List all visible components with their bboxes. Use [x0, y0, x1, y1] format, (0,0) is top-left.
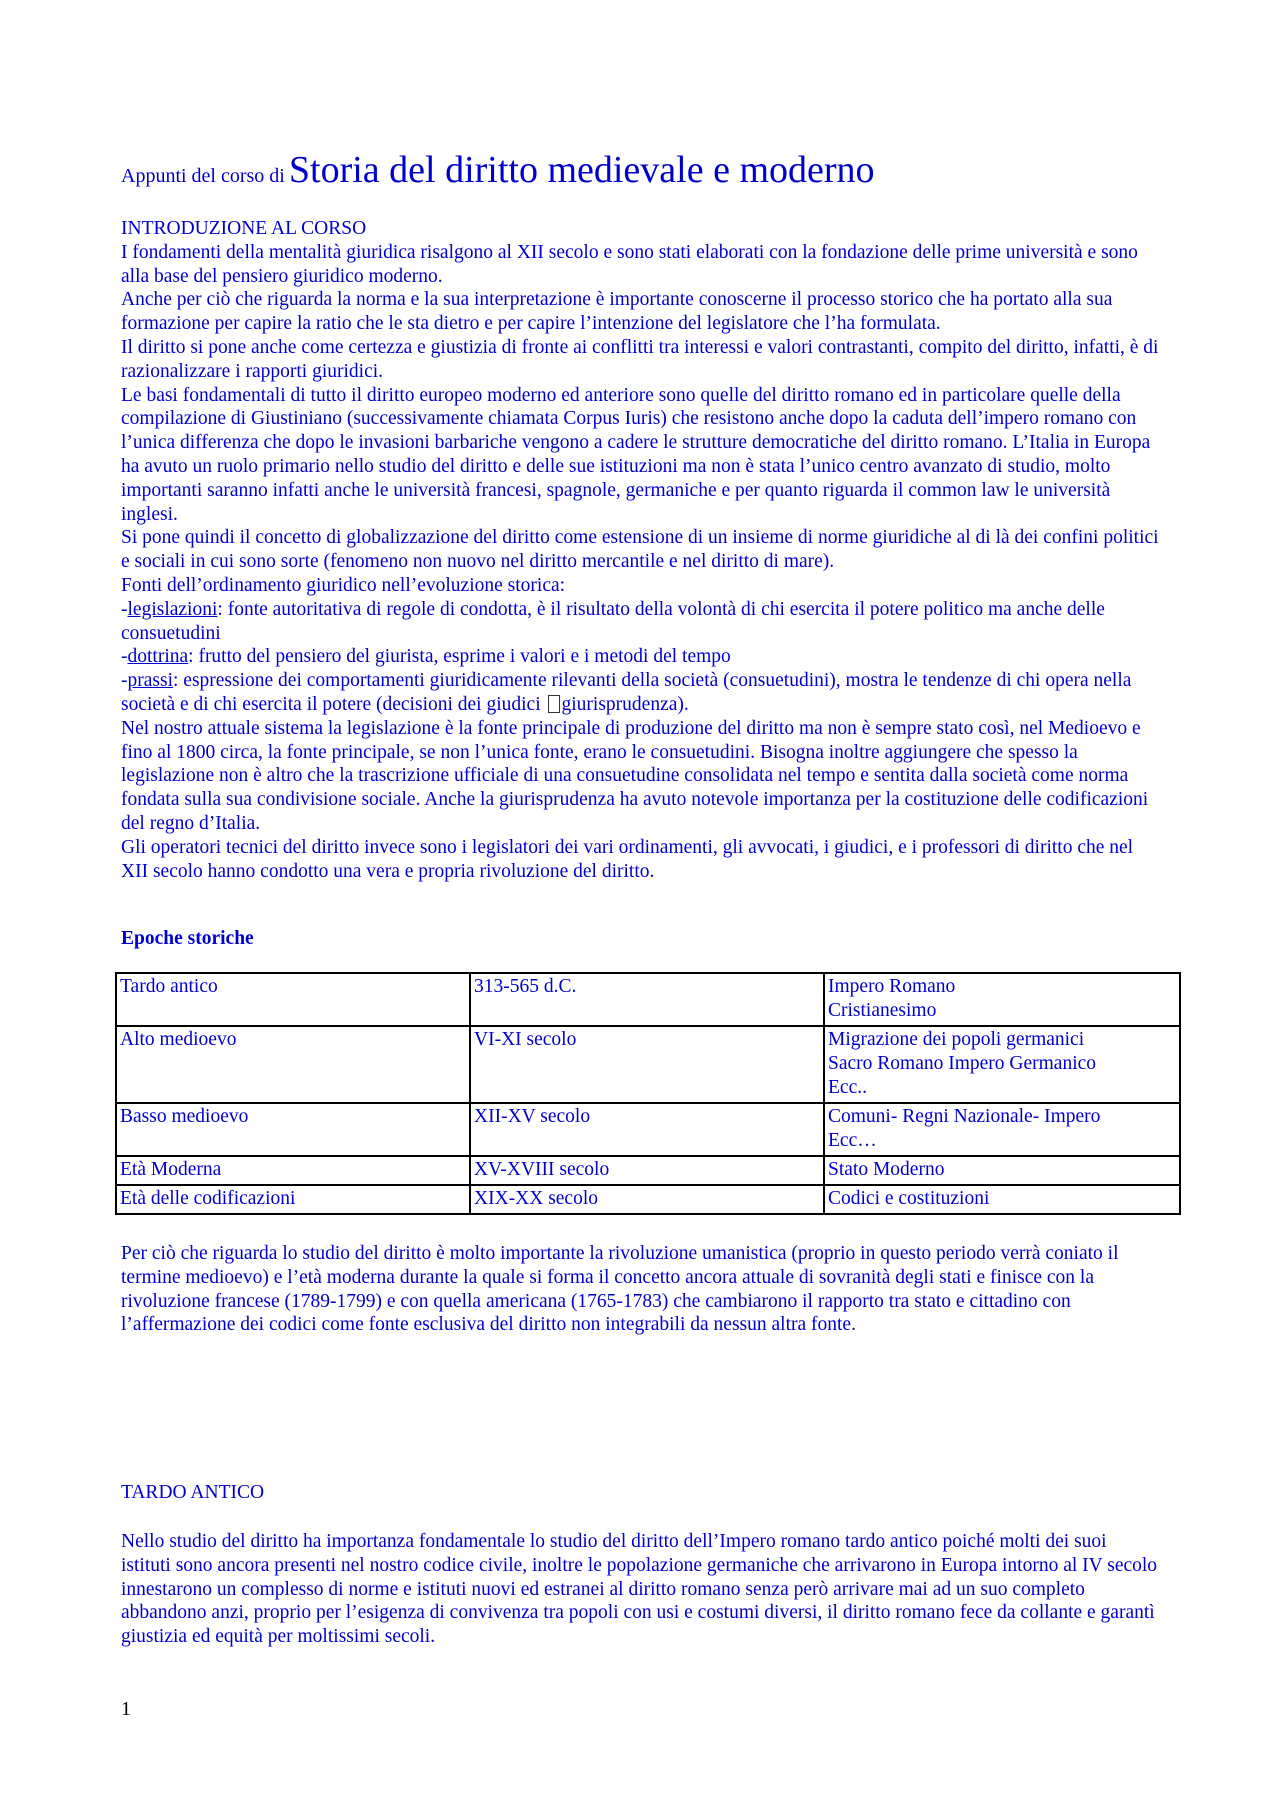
title-prefix: Appunti del corso di: [121, 165, 285, 187]
source-dash: -: [121, 598, 128, 620]
cell-features: [824, 1103, 1180, 1156]
cell-period: Basso medioevo: [116, 1103, 470, 1156]
source-text-dottrina: : frutto del pensiero del giurista, esprime i valori e i metodi del tempo: [188, 646, 731, 668]
feature-line: Sacro Romano Impero Germanico: [828, 1053, 1097, 1074]
intro-heading: INTRODUZIONE AL CORSO: [121, 218, 367, 239]
feature-line: Ecc..: [828, 1077, 867, 1098]
table-row: [116, 1103, 1180, 1156]
cell-features: [824, 1185, 1180, 1214]
cell-period: Alto medioevo: [116, 1026, 470, 1103]
table-row: [116, 1156, 1180, 1185]
intro-paragraph-2: Anche per ciò che riguarda la norma e la sua interpretazione è importante conoscerne il processo storico che ha portato alla sua formazione per capire la ratio che le sta dietro e per capire l’intenzione del legislatore che l’ha formulata.: [121, 289, 1113, 335]
tardo-antico-section: [121, 1530, 1161, 1649]
source-term-prassi: prassi: [127, 670, 173, 692]
cell-dates: VI-XI secolo: [470, 1026, 824, 1103]
document-title: [121, 148, 875, 192]
feature-line: Codici e costituzioni: [828, 1188, 990, 1209]
cell-dates: XV-XVIII secolo: [470, 1156, 824, 1185]
source-dash: -: [121, 670, 128, 692]
feature-line: Comuni- Regni Nazionale- Impero: [828, 1106, 1101, 1127]
cell-dates: 313-565 d.C.: [470, 973, 824, 1026]
table-row: [116, 1185, 1180, 1214]
intro-paragraph-3: Il diritto si pone anche come certezza e giustizia di fronte ai conflitti tra interessi e valori contrastanti, compito del diritto, infatti, è di razionalizzare i rapporti giuridici.: [121, 336, 1159, 382]
cell-features: [824, 1026, 1180, 1103]
intro-paragraph-7: Nel nostro attuale sistema la legislazione è la fonte principale di produzione del diritto ma non è sempre stato così, nel Medioevo e fino al 1800 circa, la fonte principale, se non l’unica fonte, erano le consuetudini. Bisogna inoltre aggiungere che spesso la legislazione non è altro che la trascrizione ufficiale di una consuetudine consolidata nel tempo e sentita dalla società come norma fondata sulla sua condivisione sociale. Anche la giurisprudenza ha avuto notevole importanza per la costituzione delle codificazioni del regno d’Italia.: [121, 717, 1149, 834]
tardo-antico-heading: TARDO ANTICO: [121, 1482, 265, 1503]
source-prassi: [121, 669, 1161, 717]
feature-line: Migrazione dei popoli germanici: [828, 1029, 1085, 1050]
epochs-table: [115, 972, 1181, 1215]
intro-section: [121, 217, 1161, 883]
table-row: [116, 1026, 1180, 1103]
cell-dates: XII-XV secolo: [470, 1103, 824, 1156]
intro-paragraph-8: Gli operatori tecnici del diritto invece sono i legislatori dei vari ordinamenti, gli avvocati, i giudici, e i professori di diritto che nel XII secolo hanno condotto una vera e propria rivoluzione del diritto.: [121, 836, 1134, 882]
table-row: [116, 973, 1180, 1026]
cell-period: Tardo antico: [116, 973, 470, 1026]
after-table-paragraph: Per ciò che riguarda lo studio del diritto è molto importante la rivoluzione umanistica (proprio in questo periodo verrà coniato il termine medioevo) e l’età moderna durante la quale si forma il concetto ancora attuale di sovranità degli stati e finisce con la rivoluzione francese (1789-1799) e con quella americana (1765-1783) che cambiarono il rapporto tra stato e cittadino con l’affermazione dei codici come fonte esclusiva del diritto non integrabili da nessun altra fonte.: [121, 1243, 1119, 1336]
source-text-legislazioni: : fonte autoritativa di regole di condotta, è il risultato della volontà di chi esercita il potere politico ma anche delle consuetudini: [121, 598, 1105, 644]
cell-features: [824, 973, 1180, 1026]
feature-line: Cristianesimo: [828, 1000, 937, 1021]
source-term-dottrina: dottrina: [127, 646, 189, 668]
source-legislazioni: [121, 598, 1161, 646]
intro-paragraph-4: Le basi fondamentali di tutto il diritto europeo moderno ed anteriore sono quelle del diritto romano ed in particolare quelle della compilazione di Giustiniano (successivamente chiamata Corpus Iuris) che resistono anche dopo la caduta dell’impero romano con l’unica differenza che dopo le invasioni barbariche vengono a cadere le strutture democratiche del diritto romano. L’Italia in Europa ha avuto un ruolo primario nello studio del diritto e delle sue istituzioni ma non è stata l’unico centro avanzato di studio, molto importanti saranno infatti anche le università francesi, spagnole, germaniche e per quanto riguarda il common law le università inglesi.: [121, 384, 1151, 525]
cell-period: Età delle codificazioni: [116, 1185, 470, 1214]
feature-line: Ecc…: [828, 1130, 877, 1151]
epochs-table-body: [116, 973, 1180, 1214]
intro-paragraph-1: I fondamenti della mentalità giuridica risalgono al XII secolo e sono stati elaborati con la fondazione delle prime università e sono alla base del pensiero giuridico moderno.: [121, 241, 1138, 287]
source-text-prassi-after: giurisprudenza).: [561, 693, 689, 715]
missing-glyph-icon: [548, 695, 560, 713]
source-dottrina: [121, 645, 1161, 669]
tardo-antico-paragraph: Nello studio del diritto ha importanza fondamentale lo studio del diritto dell’Impero romano tardo antico poiché molti dei suoi istituti sono ancora presenti nel nostro codice civile, inoltre le popolazione germaniche che arrivarono in Europa intorno al IV secolo innestarono un complesso di norme e istituti nuovi ed estranei al diritto romano senza però arrivare mai ad un suo completo abbandono anzi, proprio per l’esigenza di convivenza tra popoli con usi e costumi diversi, il diritto romano fece da collante e garantì giustizia ed equità per moltissimi secoli.: [121, 1531, 1158, 1648]
after-table-section: [121, 1242, 1161, 1337]
title-main: Storia del diritto medievale e moderno: [288, 149, 875, 191]
feature-line: Stato Moderno: [828, 1159, 945, 1180]
feature-line: Impero Romano: [828, 976, 956, 997]
page-number: 1: [121, 1698, 131, 1720]
source-term-legislazioni: legislazioni: [127, 598, 218, 620]
epochs-heading: Epoche storiche: [121, 928, 254, 949]
intro-paragraph-6: Fonti dell’ordinamento giuridico nell’evoluzione storica:: [121, 574, 566, 596]
source-dash: -: [121, 646, 128, 668]
cell-dates: XIX-XX secolo: [470, 1185, 824, 1214]
source-text-prassi-before: : espressione dei comportamenti giuridicamente rilevanti della società (consuetudini), mostra le tendenze di chi opera nella società e di chi esercita il potere (decisioni dei giudici: [121, 670, 1132, 715]
cell-features: [824, 1156, 1180, 1185]
intro-paragraph-5: Si pone quindi il concetto di globalizzazione del diritto come estensione di un insieme di norme giuridiche al di là dei confini politici e sociali in cui sono sorte (fenomeno non nuovo nel diritto mercantile e nel diritto di mare).: [121, 527, 1159, 573]
cell-period: Età Moderna: [116, 1156, 470, 1185]
